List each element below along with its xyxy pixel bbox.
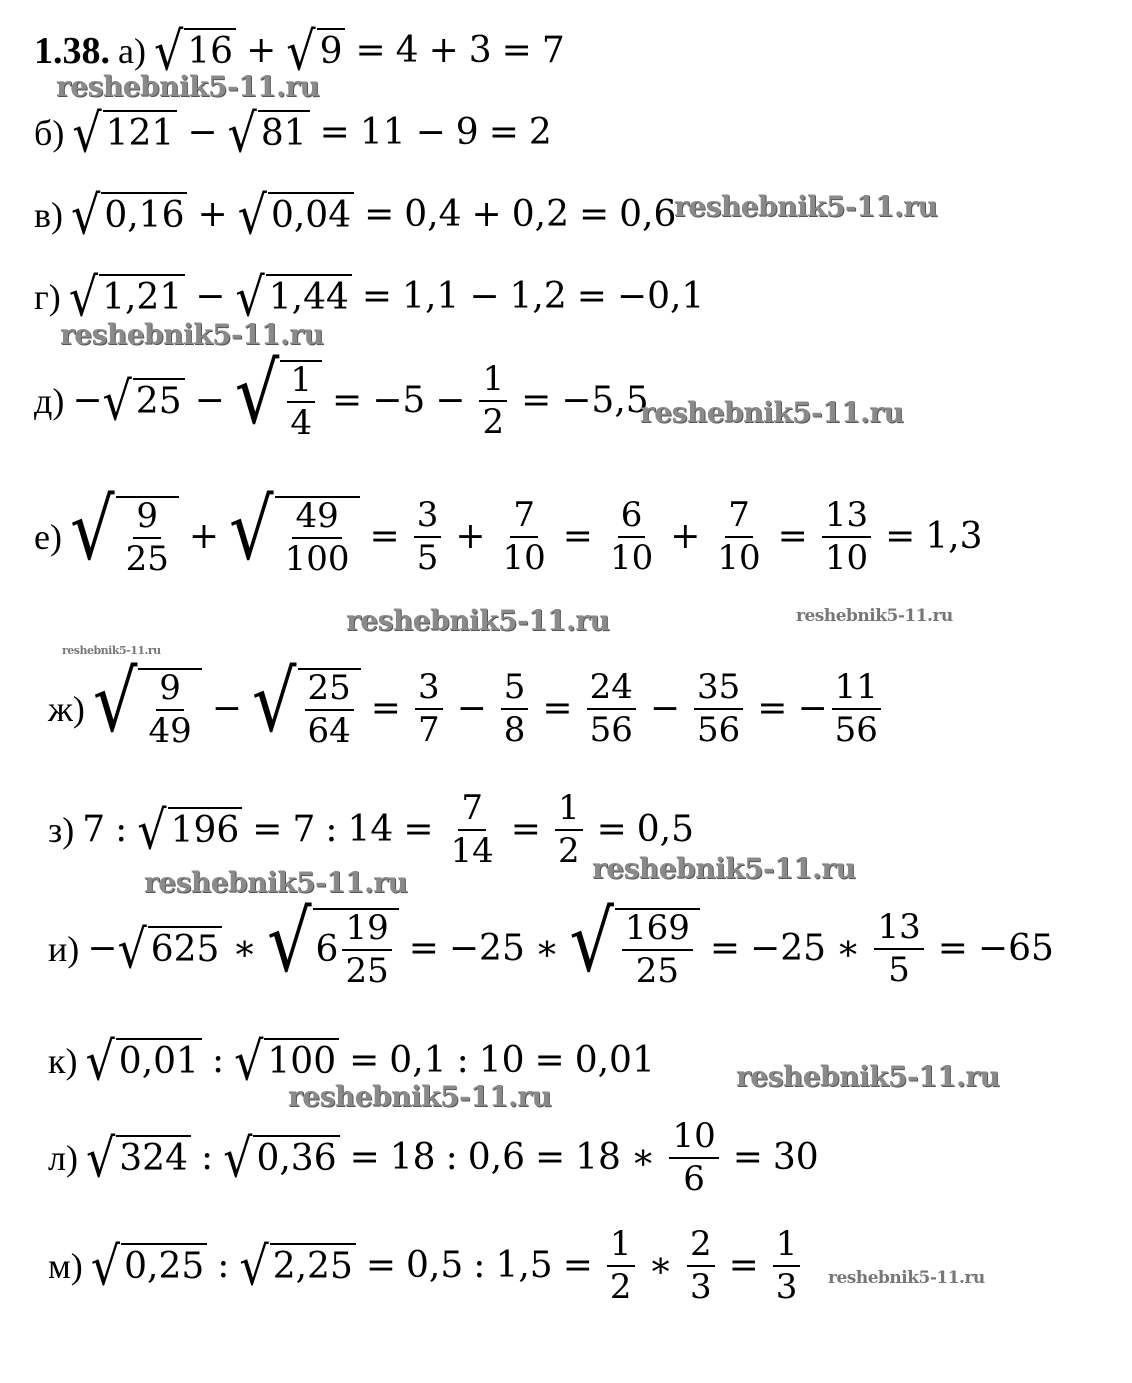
watermark: reshebnik5-11.ru xyxy=(56,70,320,103)
fraction: $\frac{24}{56}$ xyxy=(587,669,636,750)
sqrt: √ 81 xyxy=(228,110,310,156)
sqrt: √ $\frac{49}{100}$ xyxy=(229,496,360,579)
label-d: д) xyxy=(34,381,65,422)
label-m: м) xyxy=(48,1246,83,1287)
line-g: г) √ 1,21 − √ 1,44 = 1,1 − 1,2 = −0,1 xyxy=(34,265,705,329)
watermark: reshebnik5-11.ru xyxy=(144,866,408,899)
sqrt: √ 1,44 xyxy=(235,274,351,320)
sqrt: √ 324 xyxy=(86,1135,191,1181)
fraction: $\frac{7}{10}$ xyxy=(717,495,761,579)
label-g: г) xyxy=(34,277,61,317)
fraction: $\frac{1}{2}$ xyxy=(479,361,507,442)
sqrt: √ 121 xyxy=(72,110,177,156)
line-d: д) − √ 25 − √ $\frac{1}{4}$ = −5 − $\frac{1}{2}$ = −5,5 xyxy=(34,344,649,444)
sqrt: √ 0,04 xyxy=(238,192,354,238)
watermark: reshebnik5-11.ru xyxy=(288,1080,552,1113)
sqrt: √ 196 xyxy=(137,807,242,853)
watermark: reshebnik5-11.ru xyxy=(346,604,610,637)
fraction: $\frac{5}{8}$ xyxy=(501,669,529,750)
line-m: м) √ 0,25 : √ 2,25 = 0,5 : 1,5 = $\frac{1}{2}$ ∗ $\frac{2}{3}$ = $\frac{1}{3}$ xyxy=(48,1226,804,1307)
fraction: $\frac{2}{3}$ xyxy=(687,1226,715,1307)
line-v: в) √ 0,16 + √ 0,04 = 0,4 + 0,2 = 0,6 xyxy=(34,183,677,247)
label-v: в) xyxy=(34,195,63,235)
line-a: 1.38. а) √ 16 + √ 9 = 4 + 3 = 7 xyxy=(34,19,565,83)
label-e: е) xyxy=(34,517,62,558)
watermark: reshebnik5-11.ru xyxy=(60,318,324,351)
fraction: $\frac{3}{5}$ xyxy=(414,497,442,578)
fraction: $\frac{6}{10}$ xyxy=(609,495,654,579)
watermark: reshebnik5-11.ru xyxy=(640,396,904,429)
sqrt: √ 16 xyxy=(154,28,236,74)
watermark: reshebnik5-11.ru xyxy=(674,190,938,223)
sqrt: √ $\frac{25}{64}$ xyxy=(252,668,361,751)
sqrt: √ 0,16 xyxy=(71,192,187,238)
sqrt: √ 6 $\frac{19}{25}$ xyxy=(267,908,399,991)
label-zh: ж) xyxy=(48,689,85,730)
label-k: к) xyxy=(48,1041,78,1081)
line-b: б) √ 121 − √ 81 = 11 − 9 = 2 xyxy=(34,101,552,165)
fraction: $\frac{3}{7}$ xyxy=(415,669,443,750)
line-i: и) − √ 625 ∗ √ 6 $\frac{19}{25}$ = −25 ∗ √ $\frac{169}{25}$ = −25 ∗ $\frac{13}{5}$ = −65 xyxy=(48,892,1054,992)
fraction: $\frac{1}{2}$ xyxy=(607,1226,635,1307)
sqrt: √ 0,36 xyxy=(223,1135,339,1181)
sqrt: √ 9 xyxy=(286,28,345,74)
sqrt: √ $\frac{9}{25}$ xyxy=(70,496,179,579)
watermark: reshebnik5-11.ru xyxy=(62,644,161,657)
watermark: reshebnik5-11.ru xyxy=(736,1060,1000,1093)
sqrt: √ $\frac{1}{4}$ xyxy=(235,360,322,443)
label-z: з) xyxy=(48,810,75,851)
line-k: к) √ 0,01 : √ 100 = 0,1 : 10 = 0,01 xyxy=(48,1029,655,1093)
problem-number: 1.38. xyxy=(34,30,110,72)
sqrt: √ 2,25 xyxy=(239,1243,355,1289)
sqrt: √ 625 xyxy=(117,926,222,972)
watermark: reshebnik5-11.ru xyxy=(796,606,953,626)
fraction: $\frac{10}{6}$ xyxy=(669,1118,718,1199)
label-b: б) xyxy=(34,113,65,153)
sqrt: √ $\frac{9}{49}$ xyxy=(93,668,202,751)
watermark: reshebnik5-11.ru xyxy=(592,852,856,885)
fraction: $\frac{1}{2}$ xyxy=(555,790,583,871)
fraction: $\frac{13}{5}$ xyxy=(874,909,923,990)
fraction: $\frac{1}{3}$ xyxy=(773,1226,801,1307)
line-e: е) √ $\frac{9}{25}$ + √ $\frac{49}{100}$ = $\frac{3}{5}$ + $\frac{7}{10}$ = $\frac{6}{10}$ + $\frac{7}{10}$ = $\frac{13}{10}$ = 1,3 xyxy=(34,480,983,580)
line-zh: ж) √ $\frac{9}{49}$ − √ $\frac{25}{64}$ = $\frac{3}{7}$ − $\frac{5}{8}$ = $\frac{24}{56}$ − $\frac{35}{56}$ = − $\frac{11}{56}$ xyxy=(48,668,885,751)
fraction: $\frac{7}{14}$ xyxy=(450,788,494,872)
line-z: з) 7 : √ 196 = 7 : 14 = $\frac{7}{14}$ = $\frac{1}{2}$ = 0,5 xyxy=(48,788,695,872)
fraction: $\frac{35}{56}$ xyxy=(694,669,743,750)
watermark: reshebnik5-11.ru xyxy=(828,1268,985,1288)
sqrt: √ $\frac{169}{25}$ xyxy=(569,908,700,991)
sqrt: √ 1,21 xyxy=(69,274,185,320)
sqrt: √ 0,01 xyxy=(85,1038,201,1084)
line-l: л) √ 324 : √ 0,36 = 18 : 0,6 = 18 ∗ $\frac{10}{6}$ = 30 xyxy=(48,1116,819,1200)
sqrt: √ 100 xyxy=(234,1038,339,1084)
fraction: $\frac{13}{10}$ xyxy=(822,497,871,578)
sqrt: √ 0,25 xyxy=(91,1243,207,1289)
label-l: л) xyxy=(48,1138,78,1179)
fraction: $\frac{11}{56}$ xyxy=(832,669,881,750)
sqrt: √ 25 xyxy=(102,378,184,424)
fraction: $\frac{7}{10}$ xyxy=(502,495,546,579)
label-i: и) xyxy=(48,929,80,970)
label-a: а) xyxy=(118,31,146,71)
